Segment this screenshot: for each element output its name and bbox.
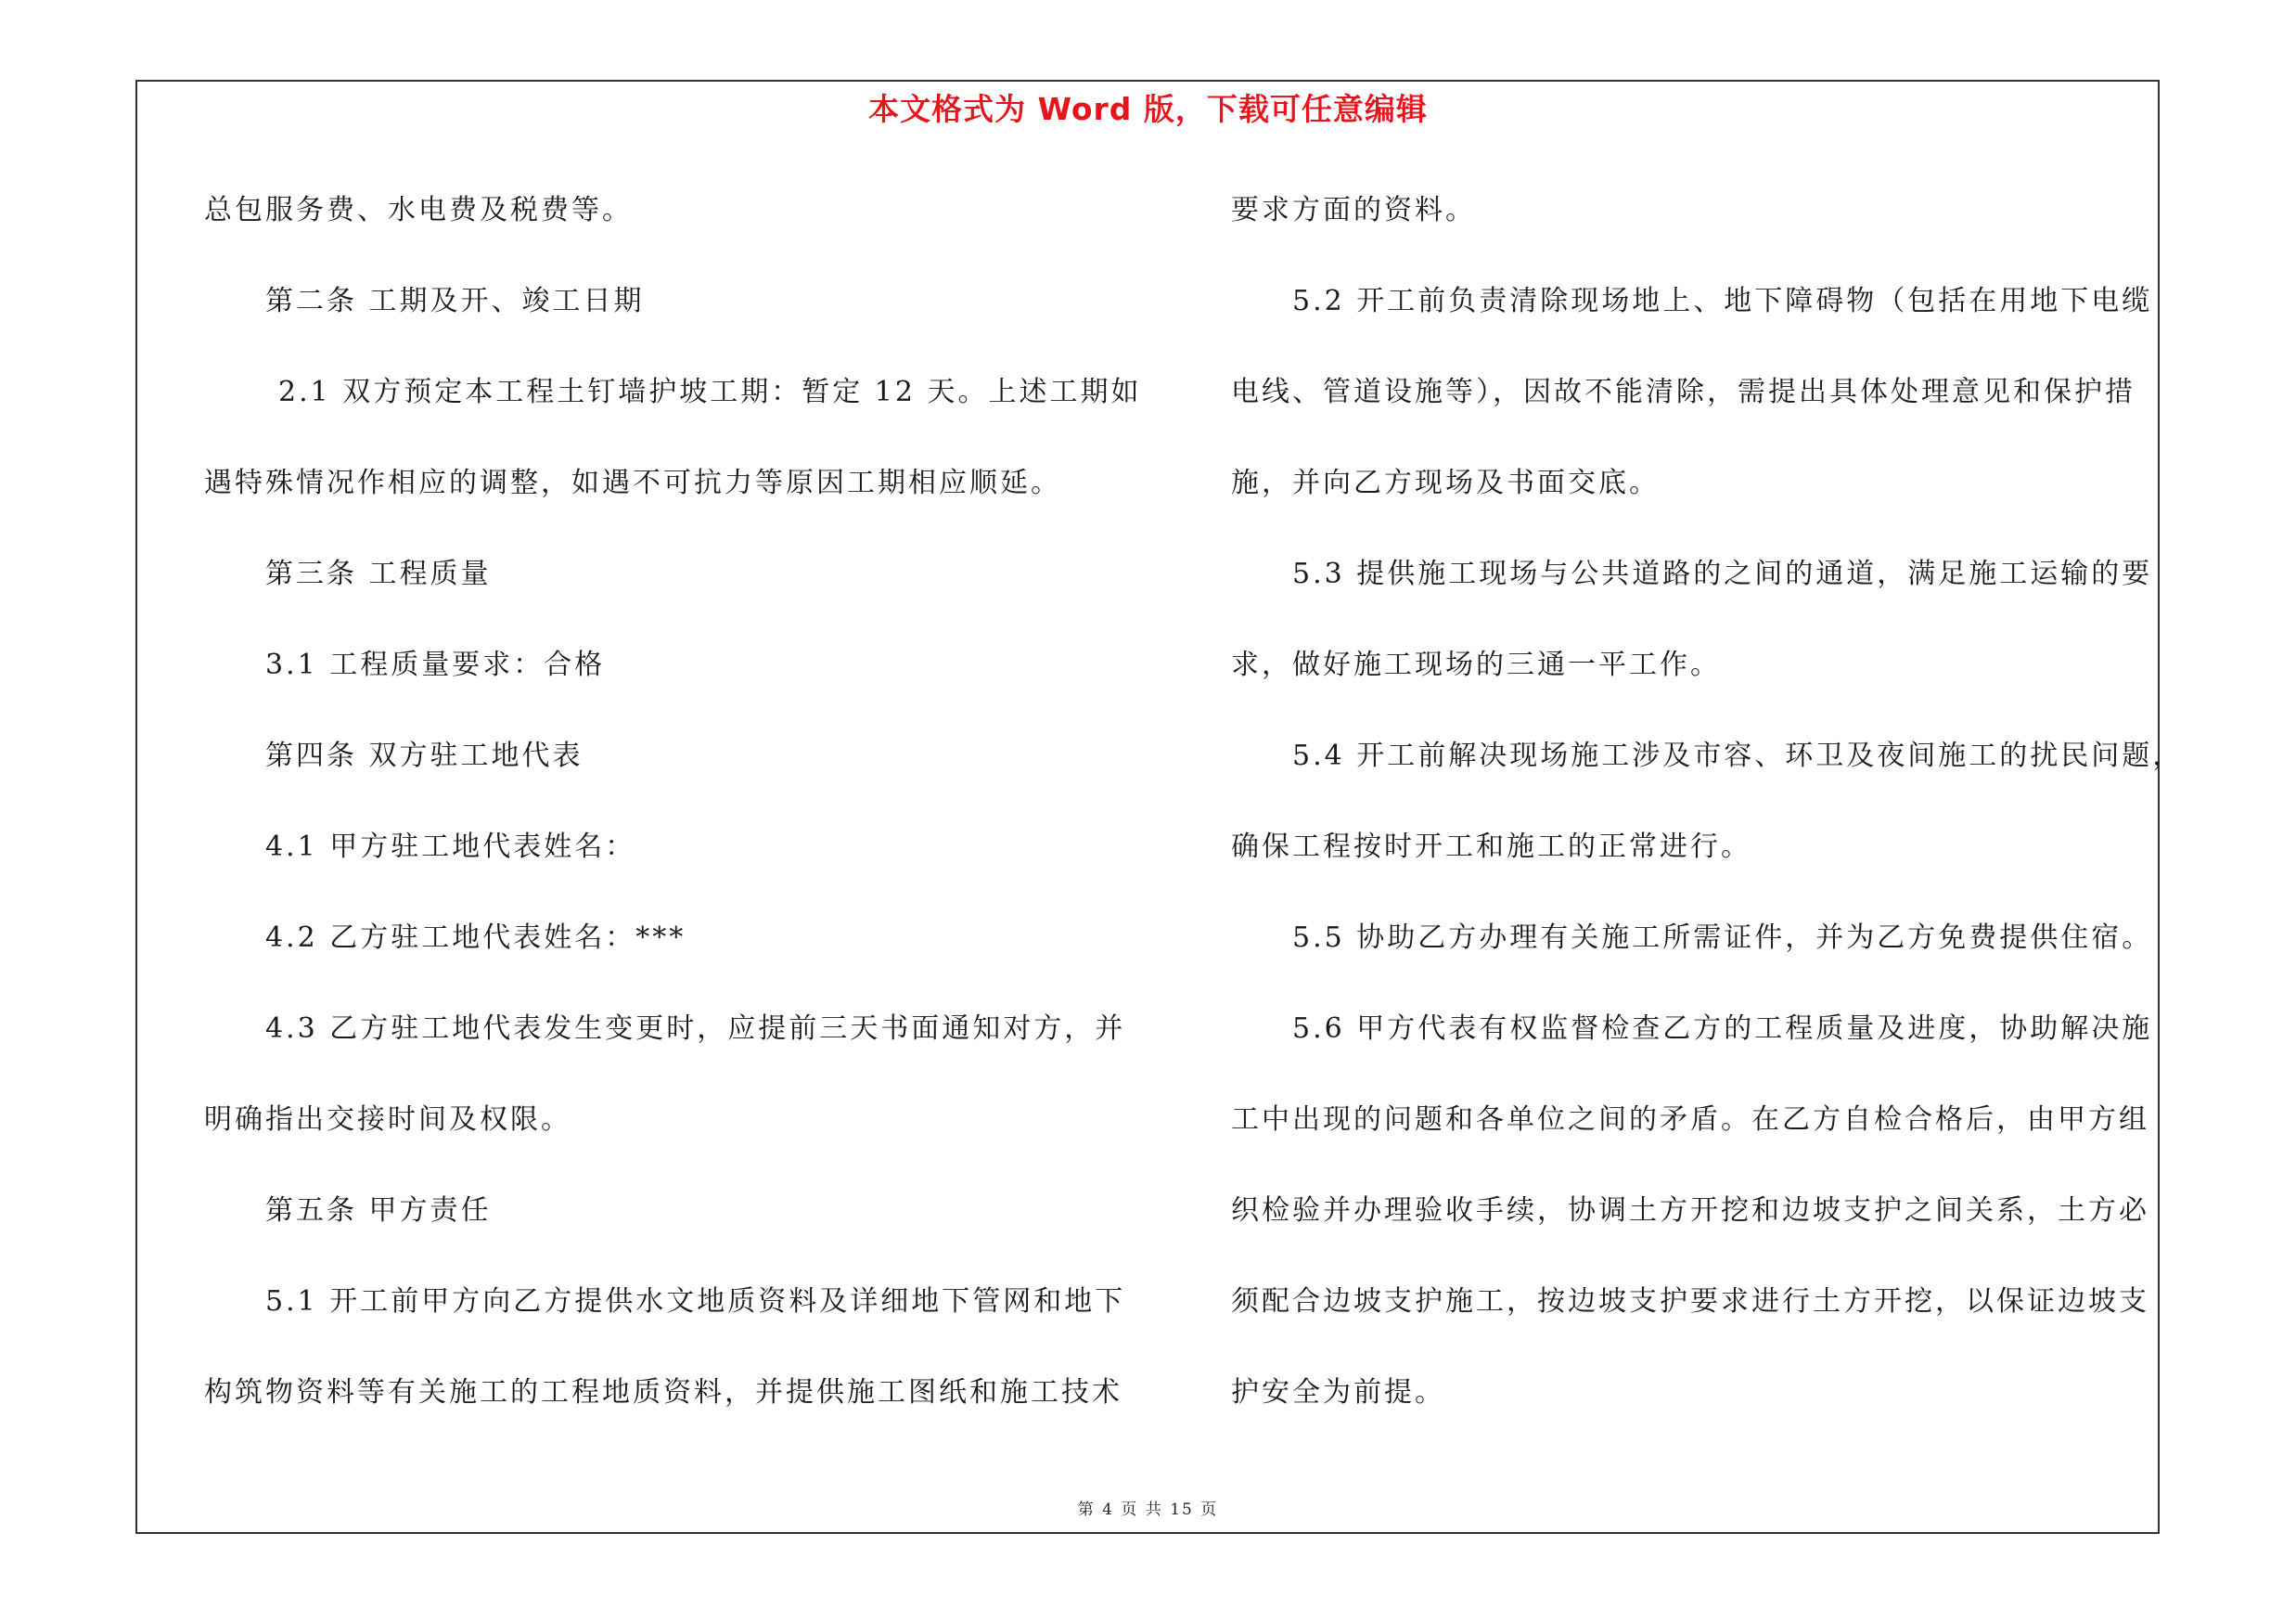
text-line: 求，做好施工现场的三通一平工作。 — [1231, 649, 1721, 681]
text-line: 2.1 双方预定本工程土钉墙护坡工期：暂定 12 天。上述工期如 — [278, 376, 1142, 408]
page-number-footer: 第 4 页 共 15 页 — [1077, 1501, 1219, 1519]
text-line: 施，并向乙方现场及书面交底。 — [1231, 467, 1660, 499]
text-line: 遇特殊情况作相应的调整，如遇不可抗力等原因工期相应顺延。 — [204, 467, 1061, 499]
text-line: 3.1 工程质量要求：合格 — [265, 649, 606, 681]
text-line: 要求方面的资料。 — [1231, 194, 1476, 226]
text-line: 确保工程按时开工和施工的正常进行。 — [1231, 831, 1751, 863]
text-line: 4.2 乙方驻工地代表姓名：*** — [265, 921, 686, 954]
text-line: 5.3 提供施工现场与公共道路的之间的通道，满足施工运输的要 — [1292, 558, 2153, 590]
text-line: 第三条 工程质量 — [265, 558, 492, 590]
text-line: 5.6 甲方代表有权监督检查乙方的工程质量及进度，协助解决施 — [1292, 1012, 2153, 1045]
text-line: 电线、管道设施等），因故不能清除，需提出具体处理意见和保护措 — [1231, 376, 2136, 408]
text-line: 明确指出交接时间及权限。 — [204, 1103, 571, 1136]
text-line: 4.3 乙方驻工地代表发生变更时，应提前三天书面通知对方，并 — [265, 1012, 1126, 1045]
text-line: 5.4 开工前解决现场施工涉及市容、环卫及夜间施工的扰民问题， — [1292, 740, 2184, 772]
text-line: 构筑物资料等有关施工的工程地质资料，并提供施工图纸和施工技术 — [204, 1376, 1122, 1409]
left-text-column — [204, 178, 1142, 1451]
text-line: 须配合边坡支护施工，按边坡支护要求进行土方开挖，以保证边坡支 — [1231, 1285, 2149, 1318]
format-notice-banner: 本文格式为 Word 版，下载可任意编辑 — [868, 91, 1428, 127]
text-line: 4.1 甲方驻工地代表姓名： — [265, 831, 636, 863]
text-line: 总包服务费、水电费及税费等。 — [204, 194, 633, 226]
right-text-column — [1231, 178, 2184, 1451]
text-line: 5.2 开工前负责清除现场地上、地下障碍物（包括在用地下电缆 — [1292, 285, 2153, 317]
text-line: 5.1 开工前甲方向乙方提供水文地质资料及详细地下管网和地下 — [265, 1285, 1126, 1318]
text-line: 第二条 工期及开、竣工日期 — [265, 285, 645, 317]
text-line: 织检验并办理验收手续，协调土方开挖和边坡支护之间关系，土方必 — [1231, 1194, 2149, 1227]
text-line: 5.5 协助乙方办理有关施工所需证件，并为乙方免费提供住宿。 — [1292, 921, 2153, 954]
text-line: 第五条 甲方责任 — [265, 1194, 492, 1227]
text-line: 工中出现的问题和各单位之间的矛盾。在乙方自检合格后，由甲方组 — [1231, 1103, 2149, 1136]
text-line: 第四条 双方驻工地代表 — [265, 740, 584, 772]
text-line: 护安全为前提。 — [1231, 1376, 1445, 1409]
